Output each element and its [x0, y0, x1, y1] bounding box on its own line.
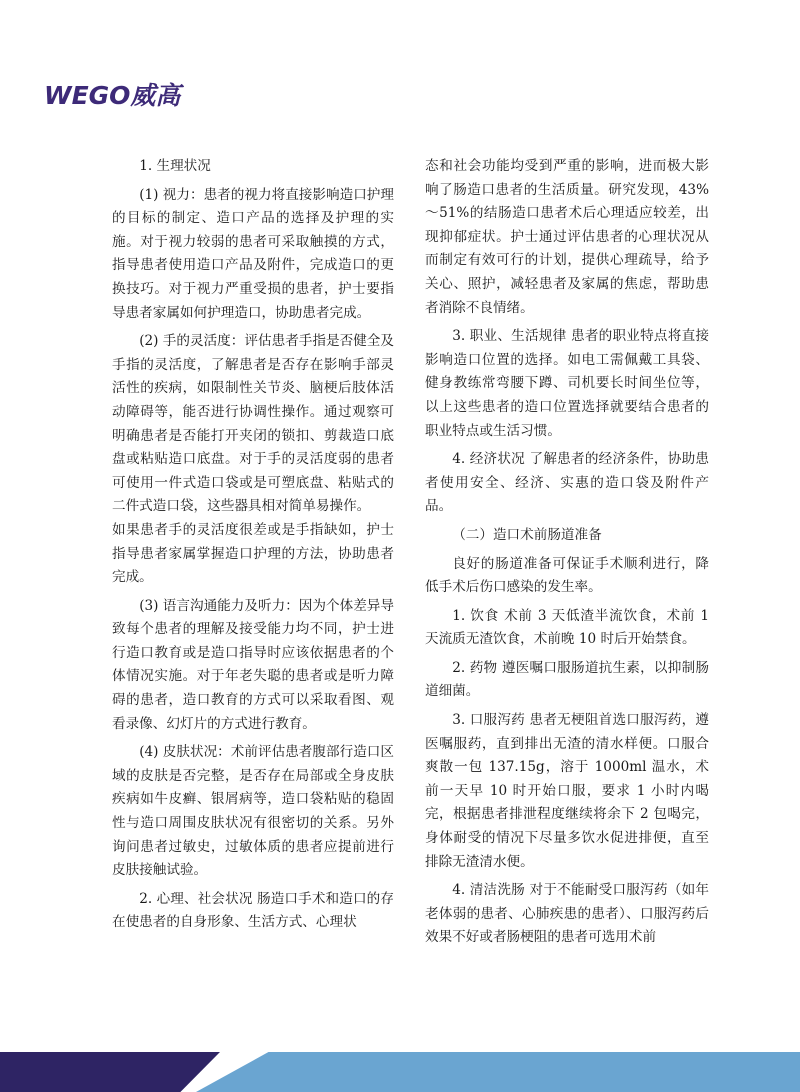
section-heading-bowel-prep: （二）造口术前肠道准备: [452, 526, 602, 543]
left-text-column: [112, 155, 394, 940]
paragraph-hand-dexterity: (2) 手的灵活度：评估患者手指是否健全及手指的灵活度，了解患者是否存在影响手部灵活性的疾病，如限制性关节炎、脑梗后肢体活动障碍等，能否进行协调性操作。通过观察可明确患者是否能打开夹闭的锁扣、剪裁造口底盘或粘贴造口底盘。对于手的灵活度弱的患者可使用一件式造口袋或是可塑底盘、粘贴式的二件式造口袋，这些器具相对简单易操作。: [112, 333, 394, 515]
paragraph-oral-laxative: 3. 口服泻药 患者无梗阻首选口服泻药，遵医嘱服药，直到排出无渣的清水样便。口服合爽散一包 137.15g，溶于 1000ml 温水，术前一天早 10 时开始口服，要求 1 小时内喝完，根据患者排泄程度继续将余下 2 包喝完，身体耐受的情况下尽量多饮水促进排便，直至排除无渣清水便。: [425, 712, 709, 870]
paragraph-hand-dexterity-cont: 如果患者手的灵活度很差或是手指缺如，护士指导患者家属掌握造口护理的方法，协助患者完成。: [112, 521, 394, 586]
paragraph-enema: 4. 清洁洗肠 对于不能耐受口服泻药（如年老体弱的患者、心肺疾患的患者）、口服泻药后效果不好或者肠梗阻的患者可选用术前: [425, 882, 709, 946]
paragraph-language-hearing: (3) 语言沟通能力及听力：因为个体差异导致每个患者的理解及接受能力均不同，护士进行造口教育或是造口指导时应该依据患者的个体情况实施。对于年老失聪的患者或是听力障碍的患者，造口教育的方式可以采取看图、观看录像、幻灯片的方式进行教育。: [112, 597, 394, 732]
paragraph-psych-social-cont: 态和社会功能均受到严重的影响，进而极大影响了肠造口患者的生活质量。研究发现，43%～51%的结肠造口患者术后心理适应较差，出现抑郁症状。护士通过评估患者的心理状况从而制定有效可行的计划，提供心理疏导，给予关心、照护，减轻患者及家属的焦虑，帮助患者消除不良情绪。: [425, 158, 709, 316]
footer-blue-band: [196, 1052, 800, 1092]
paragraph-diet: 1. 饮食 术前 3 天低渣半流饮食，术前 1 天流质无渣饮食，术前晚 10 时后开始禁食。: [425, 607, 709, 648]
paragraph-economic: 4. 经济状况 了解患者的经济条件，协助患者使用安全、经济、实惠的造口袋及附件产品。: [425, 451, 709, 515]
brand-logo: WEGO威高: [44, 81, 181, 110]
paragraph-psych-social: 2. 心理、社会状况 肠造口手术和造口的存在使患者的自身形象、生活方式、心理状: [112, 890, 394, 931]
right-text-column: [425, 155, 709, 955]
footer-dark-band: [0, 1052, 220, 1092]
paragraph-vision: (1) 视力：患者的视力将直接影响造口护理的目标的制定、造口产品的选择及护理的实施。对于视力较弱的患者可采取触摸的方式，指导患者使用造口产品及附件，完成造口的更换技巧。对于视力严重受损的患者，护士要指导患者家属如何护理造口，协助患者完成。: [112, 186, 394, 321]
paragraph-bowel-intro: 良好的肠道准备可保证手术顺利进行，降低手术后伤口感染的发生率。: [425, 555, 709, 596]
paragraph-medication: 2. 药物 遵医嘱口服肠道抗生素，以抑制肠道细菌。: [425, 659, 709, 700]
paragraph-occupation: 3. 职业、生活规律 患者的职业特点将直接影响造口位置的选择。如电工需佩戴工具袋、健身教练常弯腰下蹲、司机要长时间坐位等，以上这些患者的造口位置选择就要结合患者的职业特点或生活习惯。: [425, 328, 709, 439]
paragraph-skin: (4) 皮肤状况：术前评估患者腹部行造口区域的皮肤是否完整，是否存在局部或全身皮肤疾病如牛皮癣、银屑病等，造口袋粘贴的稳固性与造口周围皮肤状况有很密切的关系。另外询问患者过敏史，过敏体质的患者应提前进行皮肤接触试验。: [112, 744, 394, 879]
section-heading-physiology: 1. 生理状况: [139, 158, 211, 174]
